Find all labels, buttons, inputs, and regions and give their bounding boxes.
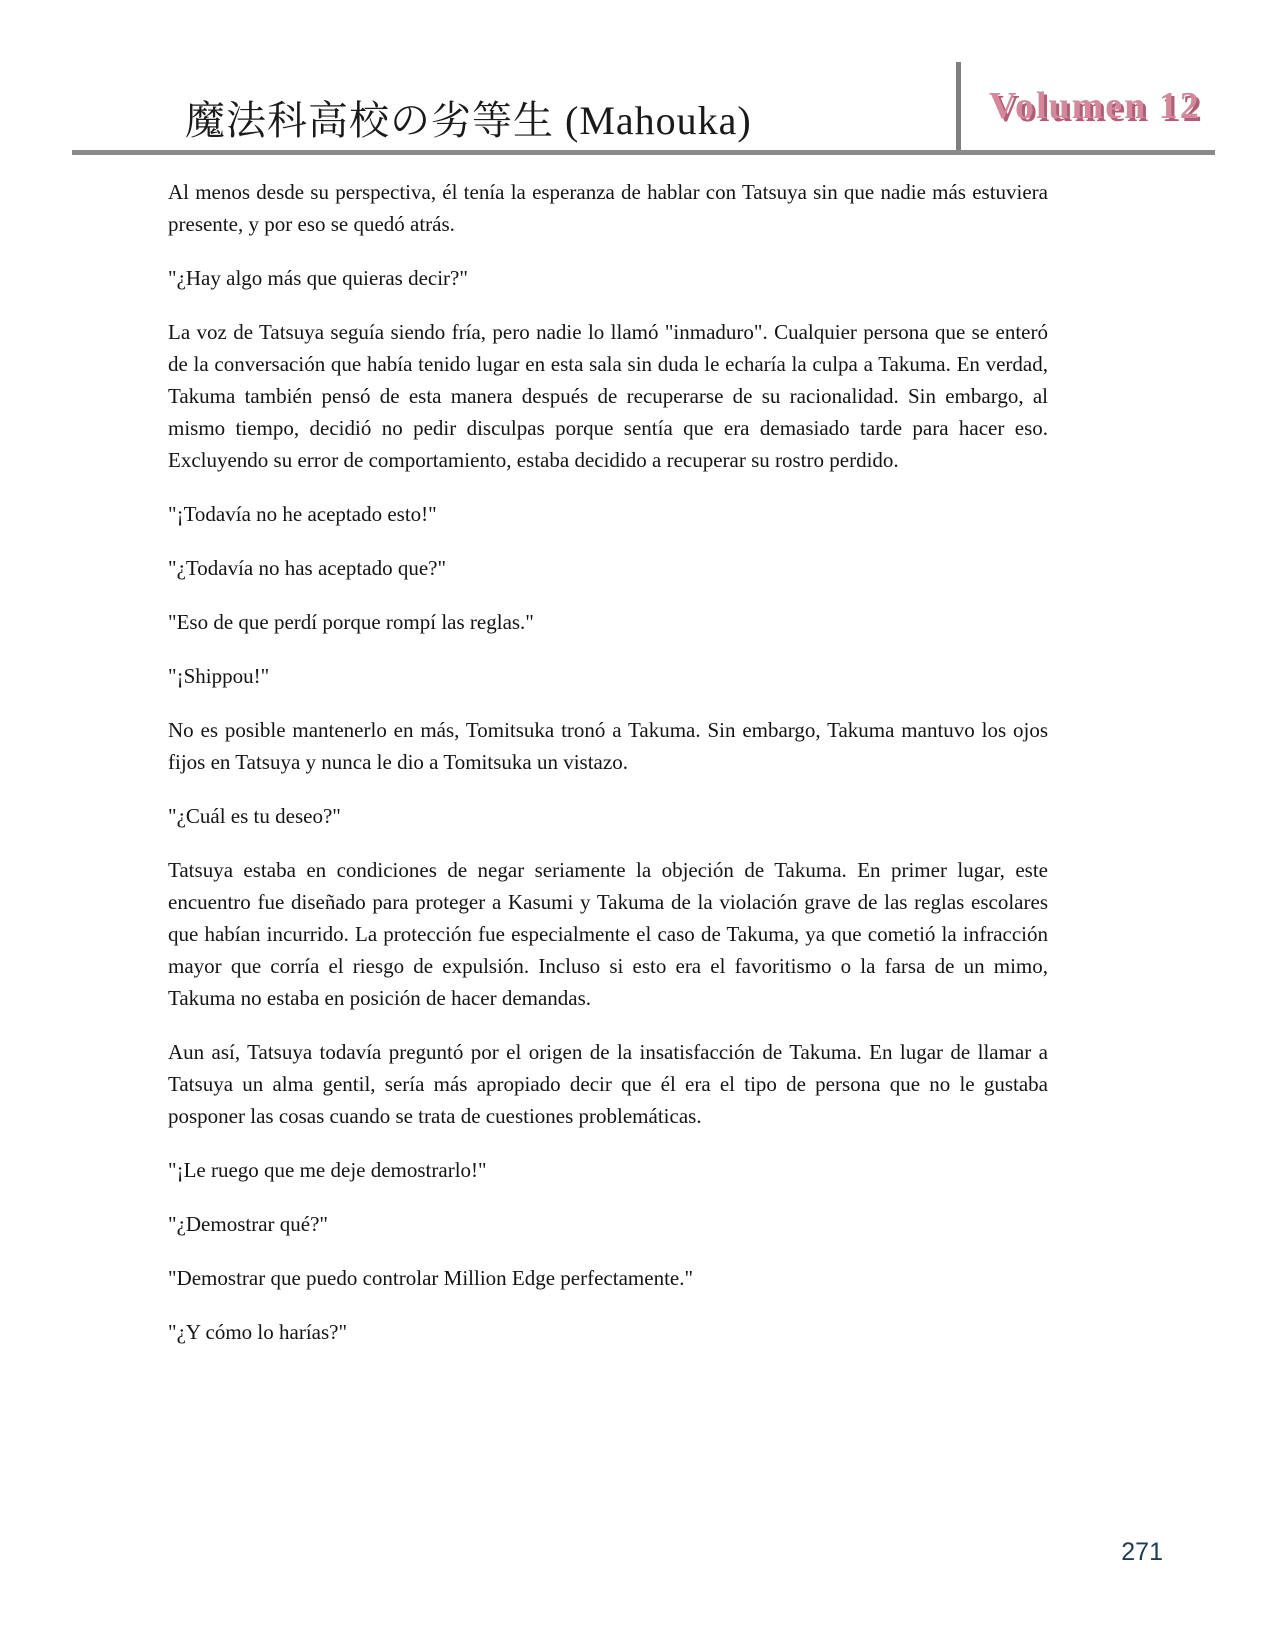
page-header (72, 62, 1215, 150)
volume-area (961, 62, 1215, 150)
paragraph: "¿Y cómo lo harías?" (168, 1320, 348, 1344)
paragraph: "¡Todavía no he aceptado esto!" (168, 502, 437, 526)
header-rule (72, 150, 1215, 155)
paragraph: "¿Hay algo más que quieras decir?" (168, 266, 468, 290)
page-body (168, 176, 1048, 1348)
title-area (72, 62, 956, 150)
paragraph: "Eso de que perdí porque rompí las reglas." (168, 610, 534, 634)
paragraph: Aun así, Tatsuya todavía preguntó por el origen de la insatisfacción de Takuma. En lugar de llamar a Tatsuya un alma gentil, sería más apropiado decir que él era el tipo de persona que no le gustaba posponer las cosas cuando se trata de cuestiones problemáticas. (168, 1040, 1048, 1128)
paragraph: La voz de Tatsuya seguía siendo fría, pero nadie lo llamó "inmaduro". Cualquier persona que se enteró de la conversación que había tenido lugar en esta sala sin duda le echaría la culpa a Takuma. En verdad, Takuma también pensó de esta manera después de recuperarse de su racionalidad. Sin embargo, al mismo tiempo, decidió no pedir disculpas porque sentía que era demasiado tarde para hacer eso. Excluyendo su error de comportamiento, estaba decidido a recuperar su rostro perdido. (168, 320, 1048, 472)
volume-label: Volumen 12 (989, 85, 1201, 127)
paragraph: "¿Todavía no has aceptado que?" (168, 556, 447, 580)
paragraph: "¡Le ruego que me deje demostrarlo!" (168, 1158, 487, 1182)
page-number: 271 (1121, 1538, 1163, 1566)
page-title: 魔法科高校の劣等生 (Mahouka) (185, 98, 752, 143)
paragraph: Tatsuya estaba en condiciones de negar seriamente la objeción de Takuma. En primer lugar, este encuentro fue diseñado para proteger a Kasumi y Takuma de la violación grave de las reglas escolares que habían incurrido. La protección fue especialmente el caso de Takuma, ya que cometió la infracción mayor que corría el riesgo de expulsión. Incluso si esto era el favoritismo o la farsa de un mimo, Takuma no estaba en posición de hacer demandas. (168, 858, 1048, 1010)
paragraph: No es posible mantenerlo en más, Tomitsuka tronó a Takuma. Sin embargo, Takuma mantuvo los ojos fijos en Tatsuya y nunca le dio a Tomitsuka un vistazo. (168, 718, 1048, 774)
paragraph: Al menos desde su perspectiva, él tenía la esperanza de hablar con Tatsuya sin que nadie más estuviera presente, y por eso se quedó atrás. (168, 180, 1048, 236)
paragraph: "Demostrar que puedo controlar Million Edge perfectamente." (168, 1266, 694, 1290)
paragraph: "¡Shippou!" (168, 664, 270, 688)
paragraph: "¿Cuál es tu deseo?" (168, 804, 341, 828)
paragraph: "¿Demostrar qué?" (168, 1212, 328, 1236)
